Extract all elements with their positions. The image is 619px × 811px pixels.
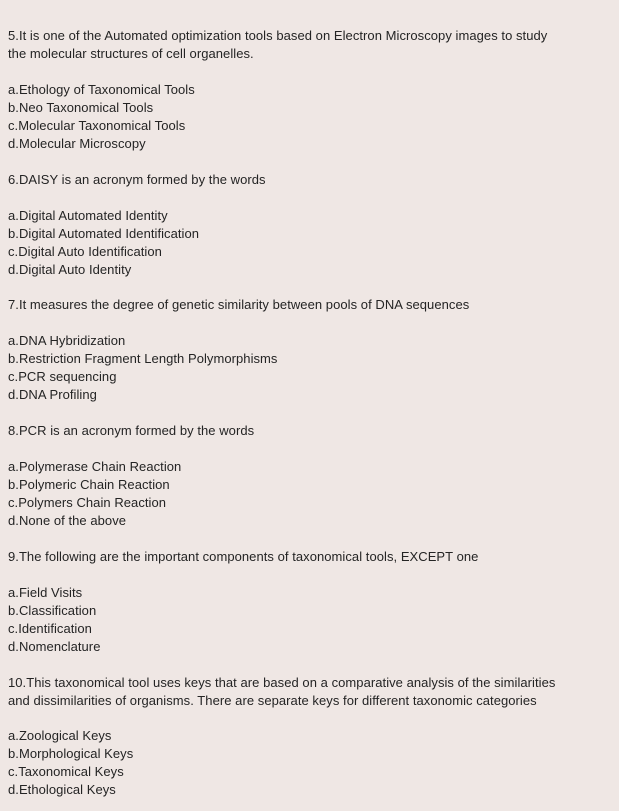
question-7-option-b: b.Restriction Fragment Length Polymorphisms bbox=[8, 351, 278, 366]
question-6-text: 6.DAISY is an acronym formed by the words bbox=[8, 172, 266, 187]
question-10-text-line-2: and dissimilarities of organisms. There are separate keys for different taxonomic categories bbox=[8, 693, 537, 708]
question-7-text: 7.It measures the degree of genetic similarity between pools of DNA sequences bbox=[8, 297, 470, 312]
question-9-option-b: b.Classification bbox=[8, 603, 97, 618]
question-8-text: 8.PCR is an acronym formed by the words bbox=[8, 423, 255, 438]
question-10-option-a: a.Zoological Keys bbox=[8, 728, 112, 743]
question-6-option-b: b.Digital Automated Identification bbox=[8, 226, 200, 241]
question-6-option-c: c.Digital Auto Identification bbox=[8, 244, 162, 259]
question-5-option-c: c.Molecular Taxonomical Tools bbox=[8, 118, 186, 133]
question-9-text: 9.The following are the important components of taxonomical tools, EXCEPT one bbox=[8, 549, 479, 564]
question-5-option-a: a.Ethology of Taxonomical Tools bbox=[8, 82, 195, 97]
question-8-option-b: b.Polymeric Chain Reaction bbox=[8, 477, 170, 492]
question-8-option-a: a.Polymerase Chain Reaction bbox=[8, 459, 182, 474]
question-5-option-d: d.Molecular Microscopy bbox=[8, 136, 146, 151]
question-8-option-d: d.None of the above bbox=[8, 513, 127, 528]
question-5-text-line-2: the molecular structures of cell organelles. bbox=[8, 46, 254, 61]
question-6-option-a: a.Digital Automated Identity bbox=[8, 208, 168, 223]
question-6-option-d: d.Digital Auto Identity bbox=[8, 262, 132, 277]
question-9-option-d: d.Nomenclature bbox=[8, 639, 101, 654]
question-8-option-c: c.Polymers Chain Reaction bbox=[8, 495, 167, 510]
question-7-option-a: a.DNA Hybridization bbox=[8, 333, 126, 348]
question-9-option-a: a.Field Visits bbox=[8, 585, 83, 600]
question-5-text-line-1: 5.It is one of the Automated optimization tools based on Electron Microscopy images to study bbox=[8, 28, 548, 43]
question-7-option-c: c.PCR sequencing bbox=[8, 369, 117, 384]
question-10-option-d: d.Ethological Keys bbox=[8, 782, 116, 797]
question-7-option-d: d.DNA Profiling bbox=[8, 387, 97, 402]
question-10-option-b: b.Morphological Keys bbox=[8, 746, 134, 761]
question-10-text-line-1: 10.This taxonomical tool uses keys that are based on a comparative analysis of the similarities bbox=[8, 675, 556, 690]
question-9-option-c: c.Identification bbox=[8, 621, 92, 636]
question-10-option-c: c.Taxonomical Keys bbox=[8, 764, 124, 779]
question-5-option-b: b.Neo Taxonomical Tools bbox=[8, 100, 154, 115]
